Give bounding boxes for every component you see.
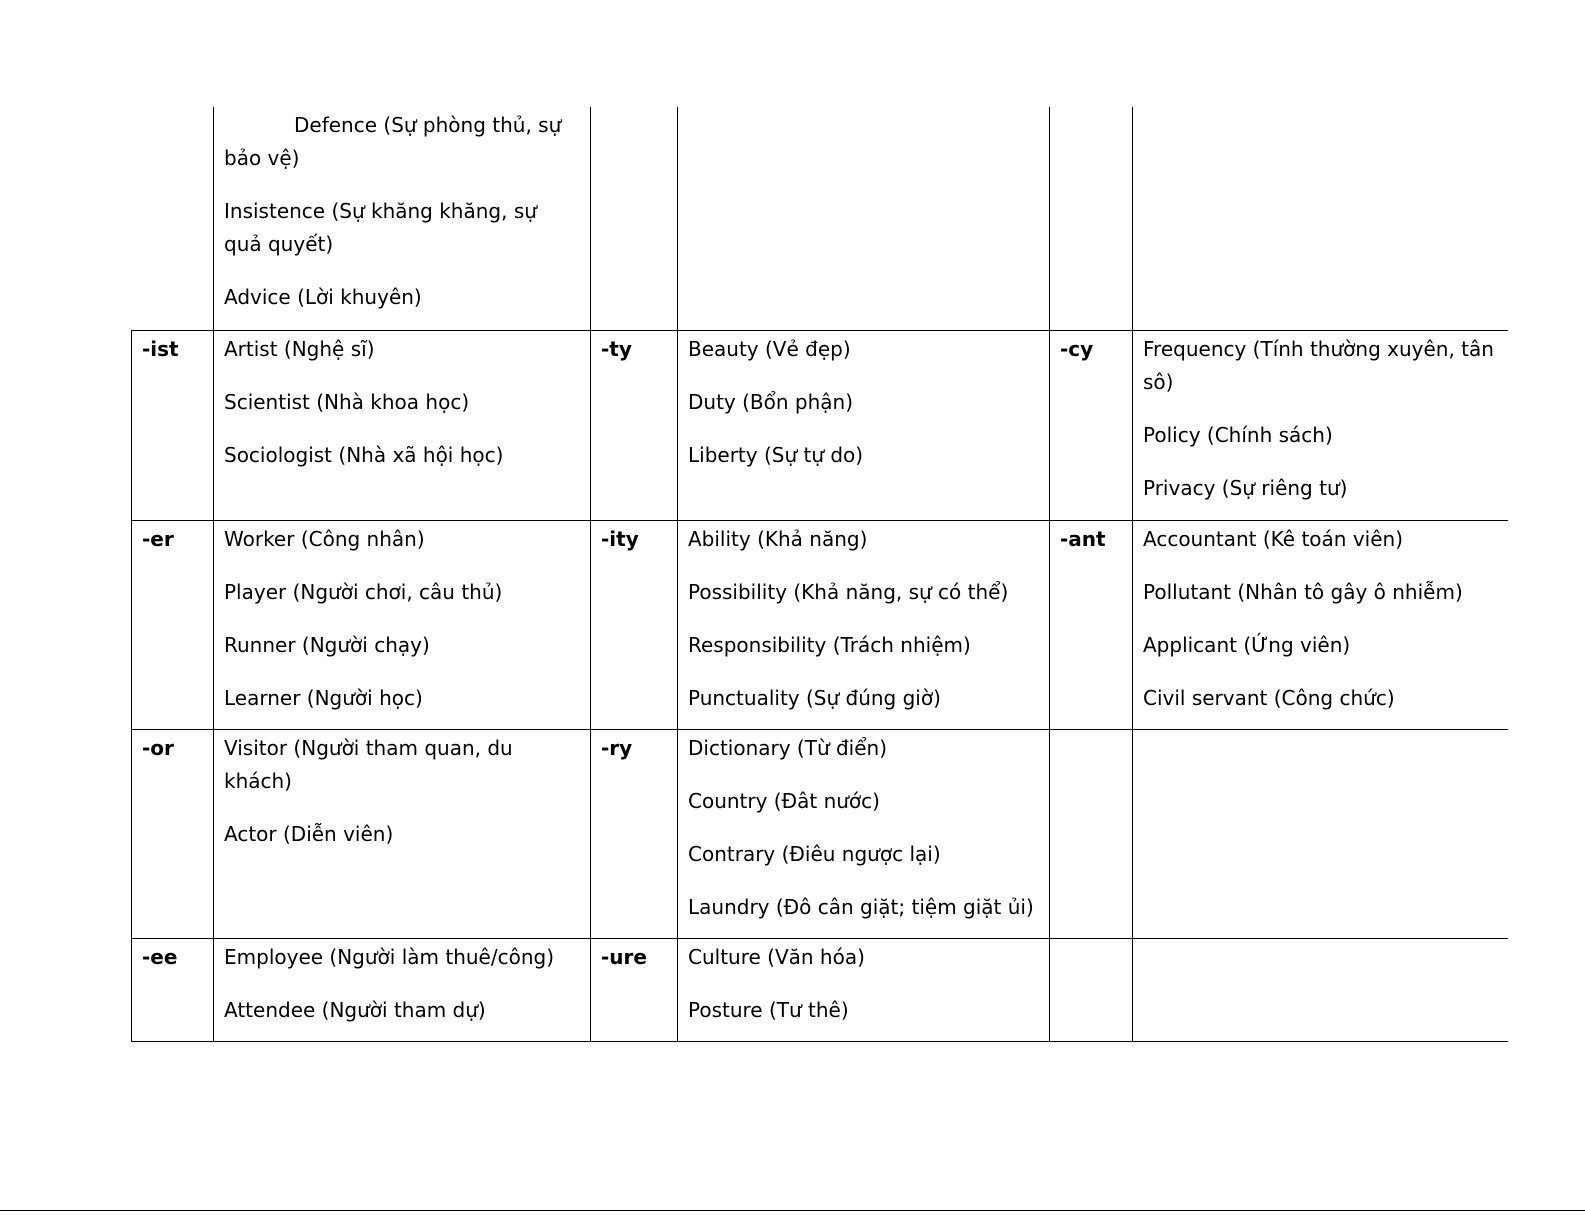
word-entry: Pollutant (Nhân tô gây ô nhiễm) [1143, 579, 1463, 604]
suffix-cell: -ry [591, 729, 678, 938]
suffix-table [131, 107, 1508, 1042]
table-row [132, 330, 1508, 520]
word-entry: Laundry (Đô cân giặt; tiệm giặt ủi) [688, 894, 1034, 919]
word-entry: Runner (Người chạy) [224, 632, 430, 657]
suffix-cell [1050, 729, 1133, 938]
words-cell [214, 938, 591, 1041]
words-cell [214, 107, 591, 330]
word-entry: Posture (Tư thê) [688, 997, 849, 1022]
word-entry: Civil servant (Công chức) [1143, 685, 1395, 710]
word-entry: Player (Người chơi, câu thủ) [224, 579, 503, 604]
word-entry: Employee (Người làm thuê/công) [224, 944, 554, 969]
words-cell [1133, 107, 1508, 330]
suffix-cell: -ty [591, 330, 678, 520]
suffix-cell [591, 107, 678, 330]
word-entry: Country (Đât nước) [688, 788, 880, 813]
words-cell [1133, 330, 1508, 520]
word-entry: Insistence (Sự khăng khăng, sự quả quyết) [224, 199, 537, 256]
suffix-cell: -ure [591, 938, 678, 1041]
word-entry: Scientist (Nhà khoa học) [224, 389, 470, 414]
words-cell [214, 520, 591, 729]
words-cell [678, 729, 1050, 938]
suffix-cell: -cy [1050, 330, 1133, 520]
word-entry: Accountant (Kê toán viên) [1143, 526, 1404, 551]
word-entry: Dictionary (Từ điển) [688, 735, 888, 760]
word-entry: Attendee (Người tham dự) [224, 997, 486, 1022]
word-entry: Policy (Chính sách) [1143, 422, 1333, 447]
word-entry: Worker (Công nhân) [224, 526, 425, 551]
suffix-cell [1050, 938, 1133, 1041]
word-entry: Defence (Sự phòng thủ, sự bảo vệ) [224, 113, 562, 170]
suffix-cell: -or [132, 729, 214, 938]
word-entry: Learner (Người học) [224, 685, 423, 710]
suffix-cell: -ity [591, 520, 678, 729]
word-entry: Contrary (Điêu ngược lại) [688, 841, 941, 866]
word-entry: Punctuality (Sự đúng giờ) [688, 685, 941, 710]
words-cell [678, 520, 1050, 729]
table-row [132, 107, 1508, 330]
words-cell [214, 330, 591, 520]
words-cell [214, 729, 591, 938]
word-entry: Responsibility (Trách nhiệm) [688, 632, 971, 657]
words-cell [1133, 520, 1508, 729]
word-entry: Applicant (Ứng viên) [1143, 632, 1351, 657]
words-cell [678, 938, 1050, 1041]
suffix-cell: -ant [1050, 520, 1133, 729]
words-cell [1133, 729, 1508, 938]
word-entry: Liberty (Sự tự do) [688, 442, 864, 467]
word-entry: Beauty (Vẻ đẹp) [688, 336, 851, 361]
table-row [132, 520, 1508, 729]
word-entry: Actor (Diễn viên) [224, 821, 394, 846]
word-entry: Ability (Khả năng) [688, 526, 868, 551]
word-entry: Advice (Lời khuyên) [224, 285, 422, 309]
word-entry: Artist (Nghệ sĩ) [224, 336, 375, 361]
suffix-cell: -ist [132, 330, 214, 520]
word-entry: Sociologist (Nhà xã hội học) [224, 442, 504, 467]
suffix-cell: -er [132, 520, 214, 729]
word-entry: Possibility (Khả năng, sự có thể) [688, 579, 1009, 604]
table-body [132, 107, 1508, 1041]
words-cell [678, 107, 1050, 330]
word-entry: Frequency (Tính thường xuyên, tân sô) [1143, 336, 1494, 394]
word-entry: Visitor (Người tham quan, du khách) [224, 735, 513, 793]
page-bottom-rule [0, 1210, 1585, 1211]
suffix-cell: -ee [132, 938, 214, 1041]
words-cell [1133, 938, 1508, 1041]
table-row [132, 729, 1508, 938]
suffix-cell [132, 107, 214, 330]
words-cell [678, 330, 1050, 520]
word-entry: Culture (Văn hóa) [688, 944, 865, 969]
word-entry: Privacy (Sự riêng tư) [1143, 475, 1348, 500]
suffix-cell [1050, 107, 1133, 330]
table-row [132, 938, 1508, 1041]
word-entry: Duty (Bổn phận) [688, 389, 854, 414]
